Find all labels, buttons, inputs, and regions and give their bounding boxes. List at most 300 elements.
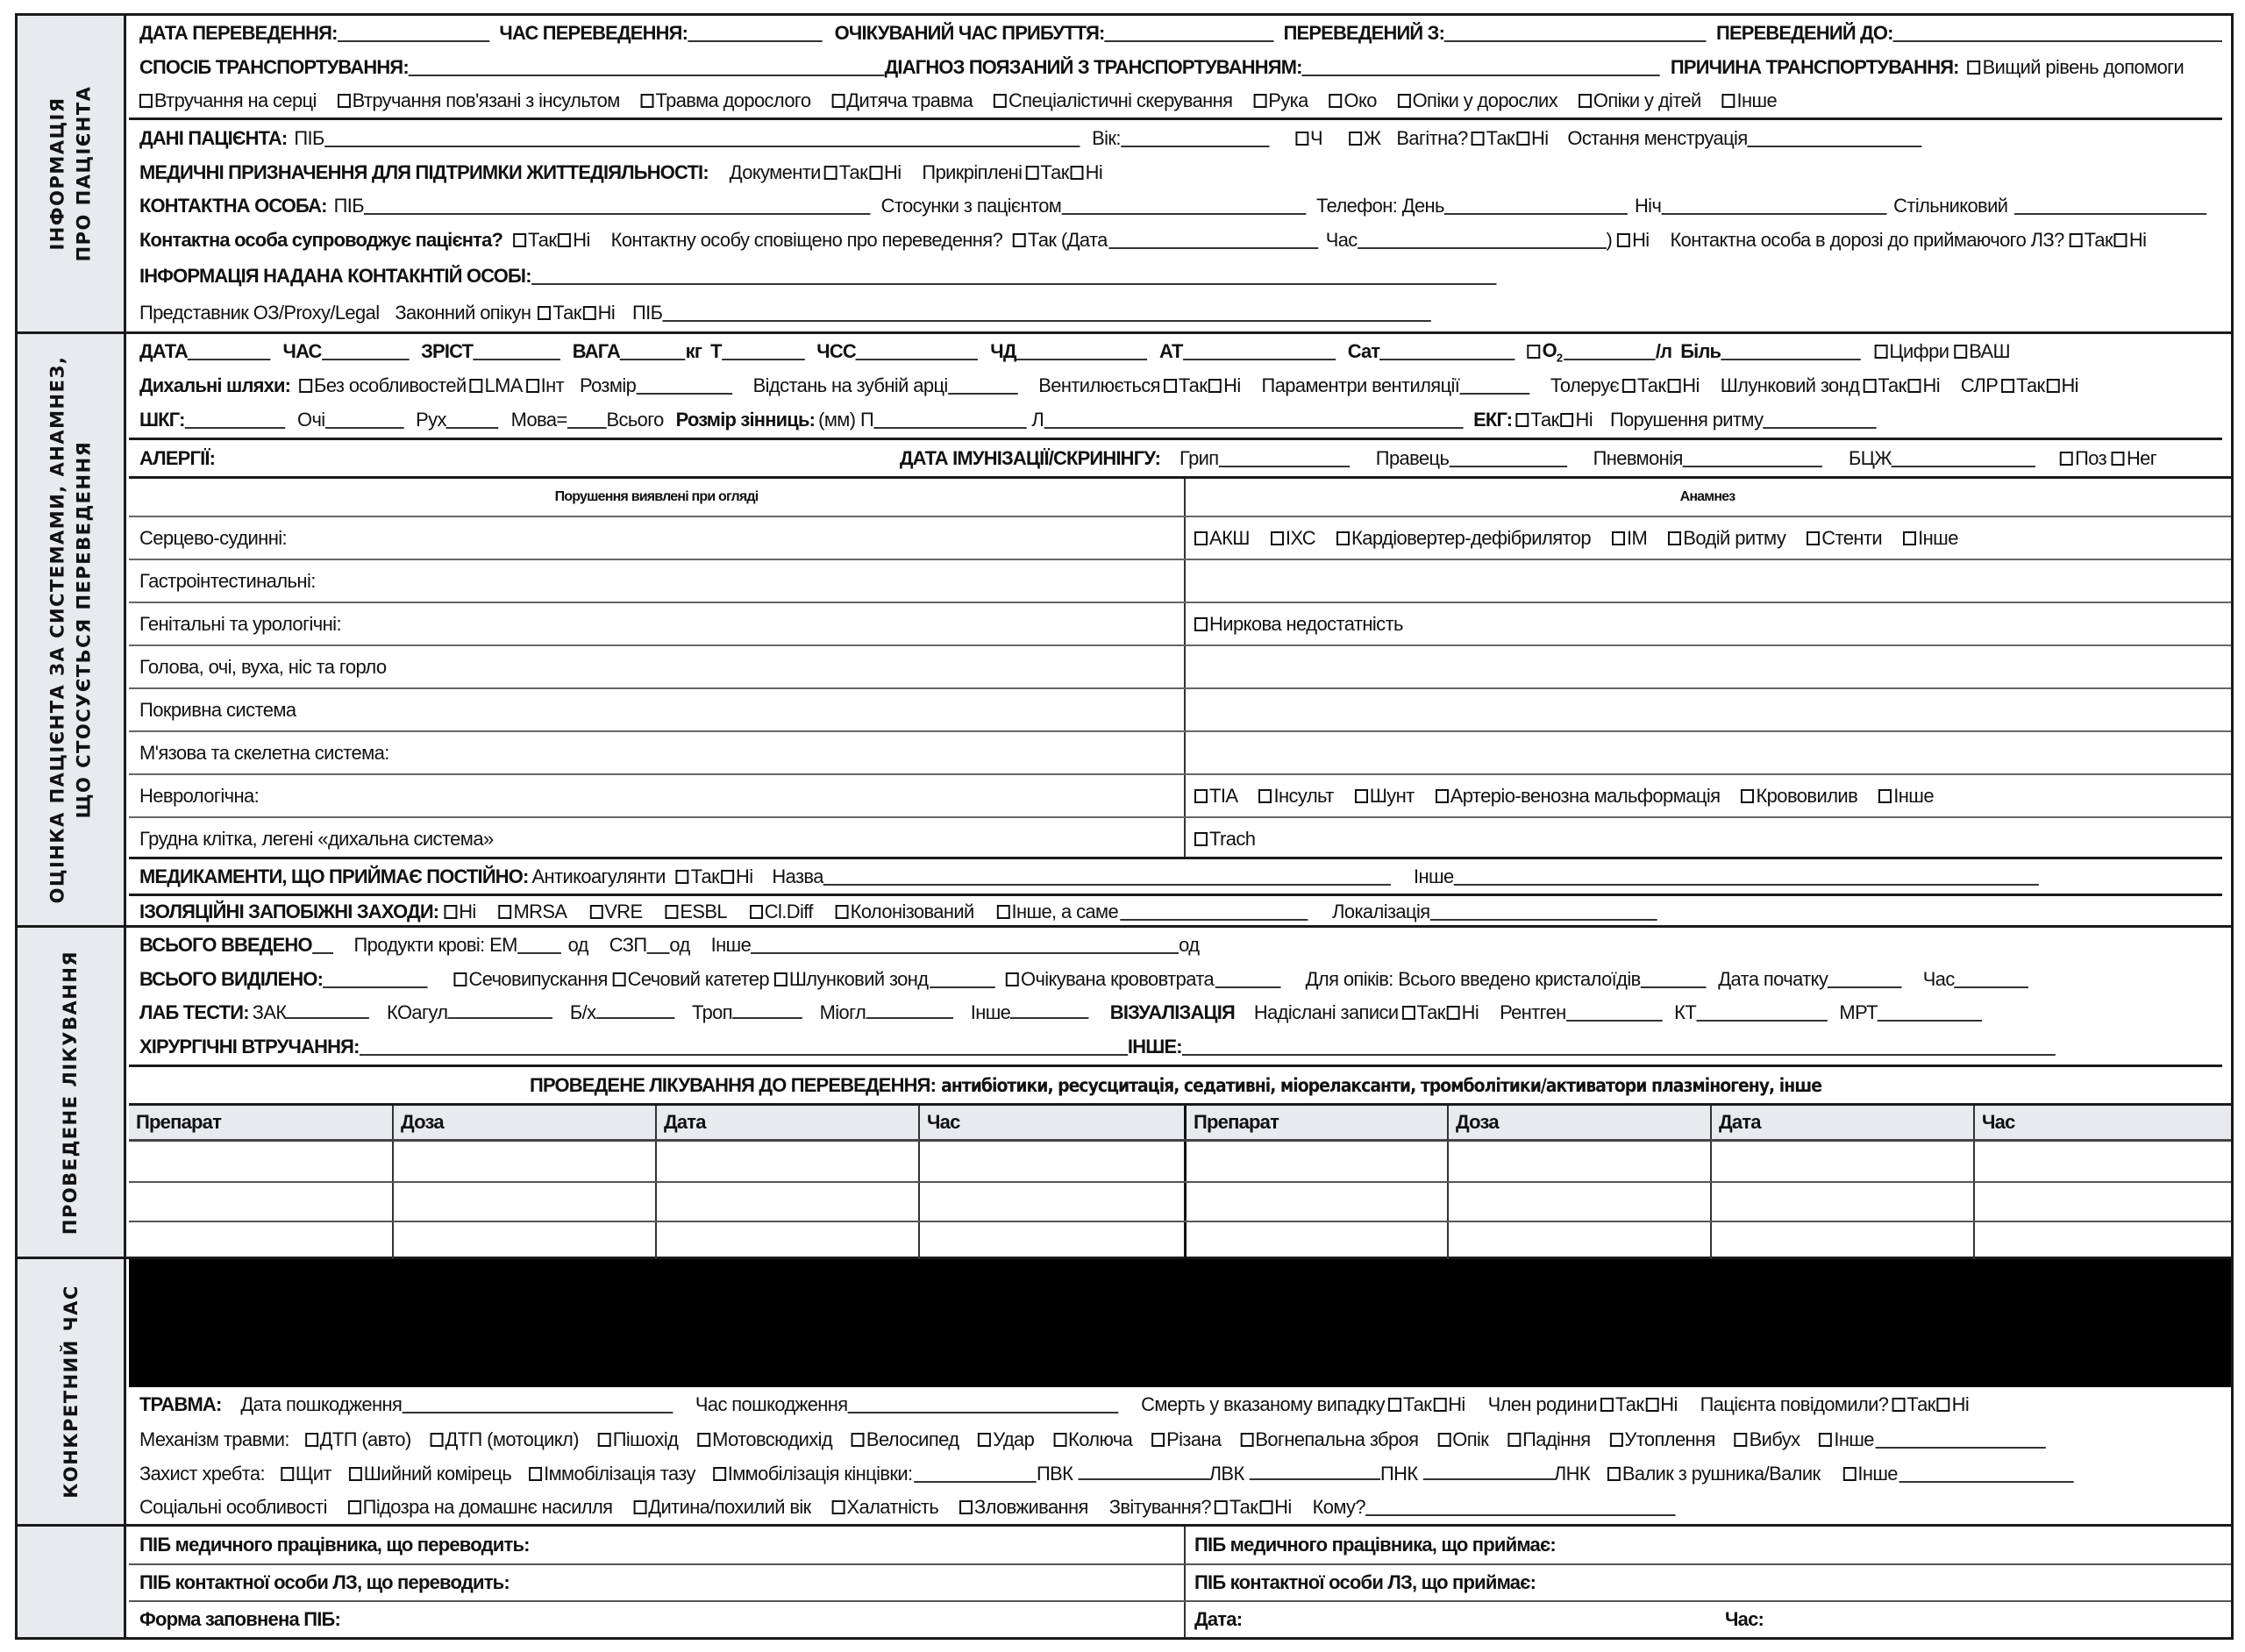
checkbox-icon[interactable]: [1447, 1006, 1460, 1020]
tolerates-yes-checkbox[interactable]: [1622, 374, 1665, 397]
attached-yes-checkbox[interactable]: [1025, 161, 1068, 184]
accompanies-yes-checkbox[interactable]: [513, 229, 556, 252]
checkbox-icon[interactable]: [959, 1500, 973, 1514]
completed-by-field[interactable]: Форма заповнена ПІБ:: [139, 1608, 341, 1630]
checkbox-icon[interactable]: [1878, 789, 1892, 803]
notified-no-checkbox[interactable]: [1617, 229, 1649, 252]
guardian-yes-checkbox[interactable]: [538, 302, 581, 324]
positive-checkbox[interactable]: [2060, 447, 2106, 470]
sat-field[interactable]: [1379, 343, 1514, 360]
table-cell[interactable]: [1710, 1183, 1973, 1221]
mechanism-checkbox[interactable]: [305, 1428, 411, 1451]
ecg-yes-checkbox[interactable]: [1515, 409, 1558, 431]
med-name-field[interactable]: [823, 868, 1391, 886]
last-menstruation-field[interactable]: [1748, 130, 1922, 147]
blood-loss-field[interactable]: [1215, 971, 1281, 988]
checkbox-icon[interactable]: [470, 379, 483, 393]
death-yes-checkbox[interactable]: [1388, 1393, 1431, 1416]
checkbox-icon[interactable]: [305, 1433, 318, 1447]
o2-field[interactable]: [1564, 343, 1656, 360]
checkbox-icon[interactable]: [2047, 379, 2060, 393]
vent-params-field[interactable]: [1459, 377, 1529, 395]
guardian-no-checkbox[interactable]: [583, 302, 615, 324]
checkbox-icon[interactable]: [1194, 617, 1208, 631]
mechanism-checkbox[interactable]: [1053, 1428, 1132, 1451]
history-checkbox[interactable]: [1612, 527, 1647, 550]
checkbox-icon[interactable]: [641, 94, 654, 108]
family-yes-checkbox[interactable]: [1600, 1393, 1643, 1416]
table-cell[interactable]: [655, 1222, 918, 1260]
checkbox-icon[interactable]: [589, 905, 602, 919]
contact-name-field[interactable]: [364, 197, 871, 215]
lab-field[interactable]: [287, 1001, 370, 1019]
anticoag-no-checkbox[interactable]: [721, 865, 752, 888]
table-cell[interactable]: [129, 1222, 392, 1260]
mechanism-checkbox[interactable]: [431, 1428, 579, 1451]
checkbox-icon[interactable]: [1722, 94, 1735, 108]
system-label[interactable]: Генітальні та урологічні:: [139, 612, 341, 635]
transfer-time-field[interactable]: [688, 25, 823, 42]
checkbox-icon[interactable]: [1645, 1398, 1658, 1412]
height-field[interactable]: [473, 343, 560, 360]
checkbox-icon[interactable]: [836, 905, 849, 919]
injury-time-field[interactable]: [848, 1396, 1119, 1413]
table-cell[interactable]: [129, 1183, 392, 1221]
checkbox-icon[interactable]: [1437, 1433, 1450, 1447]
checkbox-icon[interactable]: [1349, 132, 1362, 146]
checkbox-icon[interactable]: [2112, 452, 2125, 466]
notified-yes-checkbox[interactable]: [1013, 229, 1108, 252]
patient-name-field[interactable]: [324, 130, 1080, 147]
checkbox-icon[interactable]: [2060, 452, 2073, 466]
checkbox-icon[interactable]: [750, 905, 763, 919]
start-time-field[interactable]: [1955, 971, 2029, 988]
reason-checkbox[interactable]: [338, 89, 620, 112]
checkbox-icon[interactable]: [1609, 1433, 1622, 1447]
checkbox-icon[interactable]: [526, 379, 539, 393]
phone-mobile-field[interactable]: [2014, 197, 2206, 215]
blood-loss-checkbox[interactable]: [1006, 968, 1214, 991]
mechanism-checkbox[interactable]: [598, 1428, 678, 1451]
checkbox-icon[interactable]: [1208, 379, 1222, 393]
checkbox-icon[interactable]: [997, 905, 1010, 919]
table-cell[interactable]: [1447, 1142, 1710, 1181]
checkbox-icon[interactable]: [1612, 531, 1625, 545]
checkbox-icon[interactable]: [1388, 1398, 1401, 1412]
table-cell[interactable]: [1710, 1142, 1973, 1181]
reason-checkbox[interactable]: [994, 89, 1232, 112]
notified-date-field[interactable]: [1109, 231, 1319, 249]
checkbox-icon[interactable]: [1329, 94, 1343, 108]
phone-day-field[interactable]: [1444, 197, 1628, 215]
spine-checkbox[interactable]: [529, 1463, 695, 1485]
ng-tube-yes-checkbox[interactable]: [1863, 374, 1906, 397]
death-no-checkbox[interactable]: [1433, 1393, 1465, 1416]
total-in-field[interactable]: [312, 936, 333, 954]
lab-field[interactable]: [447, 1001, 552, 1019]
ecg-no-checkbox[interactable]: [1561, 409, 1593, 431]
pain-vas-checkbox[interactable]: [1954, 340, 2010, 363]
rr-field[interactable]: [1016, 343, 1147, 360]
info-given-field[interactable]: [531, 267, 1496, 285]
checkbox-icon[interactable]: [1617, 233, 1630, 247]
checkbox-icon[interactable]: [1507, 1433, 1521, 1447]
receiving-clinician-field[interactable]: ПІБ медичного працівника, що приймає:: [1194, 1534, 1556, 1556]
checkbox-icon[interactable]: [1515, 413, 1529, 427]
checkbox-icon[interactable]: [1355, 789, 1368, 803]
tolerates-no-checkbox[interactable]: [1667, 374, 1699, 397]
reporting-yes-checkbox[interactable]: [1215, 1496, 1258, 1519]
en-route-no-checkbox[interactable]: [2114, 229, 2146, 252]
reason-checkbox[interactable]: [1579, 89, 1701, 112]
ventilated-no-checkbox[interactable]: [1208, 374, 1240, 397]
table-cell[interactable]: [655, 1183, 918, 1221]
isolation-option-checkbox[interactable]: [665, 901, 727, 923]
negative-checkbox[interactable]: [2112, 447, 2156, 470]
history-checkbox[interactable]: [1903, 527, 1958, 550]
mechanism-checkbox[interactable]: [1819, 1428, 1873, 1451]
accompanies-no-checkbox[interactable]: [558, 229, 589, 252]
tetanus-field[interactable]: [1449, 450, 1566, 467]
table-cell[interactable]: [392, 1222, 655, 1260]
to-whom-field[interactable]: [1365, 1499, 1676, 1516]
table-cell[interactable]: [1184, 1183, 1447, 1221]
checkbox-icon[interactable]: [454, 972, 467, 986]
checkbox-icon[interactable]: [852, 1433, 865, 1447]
phone-night-field[interactable]: [1661, 197, 1886, 215]
transport-mode-field[interactable]: [409, 59, 885, 76]
start-date-field[interactable]: [1828, 971, 1902, 988]
ffp-field[interactable]: [647, 936, 670, 954]
signature-time-field[interactable]: Час:: [1725, 1608, 1764, 1630]
checkbox-icon[interactable]: [1215, 1500, 1228, 1514]
documents-yes-checkbox[interactable]: [824, 161, 867, 184]
checkbox-icon[interactable]: [1903, 531, 1916, 545]
airway-option-checkbox[interactable]: [470, 374, 523, 397]
checkbox-icon[interactable]: [676, 870, 689, 884]
checkbox-icon[interactable]: [1561, 413, 1574, 427]
ng-tube-no-checkbox[interactable]: [1908, 374, 1940, 397]
checkbox-icon[interactable]: [2114, 233, 2127, 247]
table-cell[interactable]: [1447, 1222, 1710, 1260]
mechanism-other-field[interactable]: [1876, 1431, 2046, 1449]
documents-no-checkbox[interactable]: [869, 161, 901, 184]
mechanism-checkbox[interactable]: [1151, 1428, 1221, 1451]
relation-field[interactable]: [1061, 197, 1306, 215]
sex-male-checkbox[interactable]: [1295, 127, 1322, 150]
hr-field[interactable]: [856, 343, 978, 360]
checkbox-icon[interactable]: [1842, 1467, 1856, 1481]
checkbox-icon[interactable]: [499, 905, 512, 919]
checkbox-icon[interactable]: [1401, 1006, 1415, 1020]
history-checkbox[interactable]: [1355, 785, 1415, 808]
checkbox-icon[interactable]: [831, 94, 845, 108]
checkbox-icon[interactable]: [281, 1467, 294, 1481]
history-checkbox[interactable]: [1194, 613, 1403, 636]
reason-checkbox[interactable]: [1722, 89, 1777, 112]
isolation-option-checkbox[interactable]: [589, 901, 642, 923]
o2-checkbox[interactable]: [1528, 339, 1563, 364]
isolation-other-field[interactable]: [1120, 903, 1308, 921]
catheter-checkbox[interactable]: [613, 968, 769, 991]
history-checkbox[interactable]: [1194, 527, 1250, 550]
table-cell[interactable]: [1973, 1222, 2231, 1260]
ct-field[interactable]: [1696, 1004, 1827, 1022]
reason-higher-care-checkbox[interactable]: [1968, 56, 2184, 79]
history-checkbox[interactable]: [1741, 785, 1857, 808]
checkbox-icon[interactable]: [1937, 1398, 1950, 1412]
gcs-eyes-field[interactable]: [325, 411, 404, 429]
checkbox-icon[interactable]: [1735, 1433, 1748, 1447]
mechanism-checkbox[interactable]: [1437, 1428, 1488, 1451]
spine-checkbox[interactable]: [349, 1463, 511, 1485]
system-label[interactable]: Голова, очі, вуха, ніс та горло: [139, 655, 387, 678]
checkbox-icon[interactable]: [1622, 379, 1636, 393]
checkbox-icon[interactable]: [1295, 132, 1308, 146]
mechanism-checkbox[interactable]: [1507, 1428, 1590, 1451]
lab-field[interactable]: [866, 1001, 953, 1019]
checkbox-icon[interactable]: [538, 306, 551, 320]
checkbox-icon[interactable]: [832, 1500, 845, 1514]
checkbox-icon[interactable]: [1398, 94, 1411, 108]
checkbox-icon[interactable]: [978, 1433, 991, 1447]
table-cell[interactable]: [1447, 1183, 1710, 1221]
pain-digits-checkbox[interactable]: [1875, 340, 1949, 363]
checkbox-icon[interactable]: [1025, 166, 1038, 180]
sending-clinician-field[interactable]: ПІБ медичного працівника, що переводить:: [139, 1534, 530, 1556]
checkbox-icon[interactable]: [1258, 789, 1272, 803]
isolation-option-checkbox[interactable]: [836, 901, 974, 923]
history-checkbox[interactable]: [1807, 527, 1882, 550]
system-label[interactable]: Серцево-судинні:: [139, 526, 288, 549]
checkbox-icon[interactable]: [529, 1467, 542, 1481]
weight-field[interactable]: [620, 343, 686, 360]
limb-field[interactable]: [1078, 1463, 1208, 1480]
table-cell[interactable]: [1184, 1222, 1447, 1260]
reason-checkbox[interactable]: [1398, 89, 1557, 112]
transfer-date-field[interactable]: [338, 25, 489, 42]
spine-other-field[interactable]: [1899, 1465, 2074, 1483]
checkbox-icon[interactable]: [613, 972, 626, 986]
checkbox-icon[interactable]: [1516, 132, 1529, 146]
history-checkbox[interactable]: [1878, 785, 1934, 808]
treatment-other-field[interactable]: [1182, 1038, 2056, 1056]
checkbox-icon[interactable]: [1194, 789, 1208, 803]
table-cell[interactable]: [1184, 1142, 1447, 1181]
checkbox-icon[interactable]: [139, 94, 153, 108]
anticoag-yes-checkbox[interactable]: [676, 865, 719, 888]
gcs-field[interactable]: [185, 411, 286, 429]
urination-checkbox[interactable]: [454, 968, 608, 991]
history-checkbox[interactable]: [1258, 785, 1333, 808]
checkbox-icon[interactable]: [1741, 789, 1754, 803]
checkbox-icon[interactable]: [1336, 531, 1350, 545]
table-cell[interactable]: [1973, 1142, 2231, 1181]
med-other-field[interactable]: [1454, 868, 2039, 886]
pupils-right-field[interactable]: [873, 411, 1026, 429]
checkbox-icon[interactable]: [697, 1433, 710, 1447]
transferred-from-field[interactable]: [1444, 25, 1706, 42]
table-cell[interactable]: [918, 1142, 1184, 1181]
vitals-time-field[interactable]: [322, 343, 410, 360]
spine-checkbox[interactable]: [281, 1463, 331, 1485]
checkbox-icon[interactable]: [1668, 531, 1681, 545]
spine-other-checkbox[interactable]: [1842, 1463, 1897, 1485]
reporting-no-checkbox[interactable]: [1259, 1496, 1291, 1519]
system-label[interactable]: Гастроінтестинальні:: [139, 569, 316, 592]
checkbox-icon[interactable]: [1579, 94, 1592, 108]
blood-other-field[interactable]: [751, 936, 1179, 954]
cpr-no-checkbox[interactable]: [2047, 374, 2078, 397]
mechanism-checkbox[interactable]: [1240, 1428, 1418, 1451]
system-label[interactable]: М'язова та скелетна система:: [139, 741, 389, 764]
lab-field[interactable]: [595, 1001, 674, 1019]
airway-option-checkbox[interactable]: [526, 374, 564, 397]
checkbox-icon[interactable]: [1194, 832, 1208, 846]
checkbox-icon[interactable]: [869, 166, 882, 180]
isolation-other-checkbox[interactable]: [997, 901, 1119, 923]
isolation-option-checkbox[interactable]: [444, 901, 475, 923]
sending-contact-field[interactable]: ПІБ контактної особи ЛЗ, що переводить:: [139, 1571, 510, 1593]
table-cell[interactable]: [129, 1142, 392, 1181]
reason-checkbox[interactable]: [831, 89, 973, 112]
checkbox-icon[interactable]: [1151, 1433, 1165, 1447]
checkbox-icon[interactable]: [444, 905, 457, 919]
limb-field[interactable]: [1422, 1463, 1553, 1480]
informed-no-checkbox[interactable]: [1937, 1393, 1969, 1416]
notified-time-field[interactable]: [1358, 231, 1607, 249]
checkbox-icon[interactable]: [774, 972, 788, 986]
checkbox-icon[interactable]: [994, 94, 1007, 108]
checkbox-icon[interactable]: [1436, 789, 1449, 803]
total-out-field[interactable]: [323, 971, 427, 988]
bp-field[interactable]: [1183, 343, 1336, 360]
temp-field[interactable]: [722, 343, 805, 360]
checkbox-icon[interactable]: [1875, 345, 1888, 359]
history-checkbox[interactable]: [1271, 527, 1315, 550]
checkbox-icon[interactable]: [348, 1500, 361, 1514]
ng-tube-out-field[interactable]: [930, 971, 995, 988]
checkbox-icon[interactable]: [1528, 345, 1541, 359]
checkbox-icon[interactable]: [558, 233, 571, 247]
rbc-field[interactable]: [517, 936, 561, 954]
mechanism-checkbox[interactable]: [697, 1428, 832, 1451]
history-checkbox[interactable]: [1668, 527, 1785, 550]
ng-tube-out-checkbox[interactable]: [774, 968, 929, 991]
checkbox-icon[interactable]: [1968, 61, 1981, 75]
proxy-name-field[interactable]: [662, 304, 1430, 322]
towel-roll-checkbox[interactable]: [1607, 1463, 1821, 1485]
injury-date-field[interactable]: [402, 1396, 673, 1413]
reason-checkbox[interactable]: [139, 89, 317, 112]
checkbox-icon[interactable]: [1253, 94, 1266, 108]
checkbox-icon[interactable]: [721, 870, 734, 884]
lab-field[interactable]: [732, 1001, 802, 1019]
signature-date-field[interactable]: Дата:: [1194, 1608, 1243, 1630]
checkbox-icon[interactable]: [338, 94, 351, 108]
checkbox-icon[interactable]: [1006, 972, 1019, 986]
age-field[interactable]: [1121, 130, 1269, 147]
checkbox-icon[interactable]: [1892, 1398, 1905, 1412]
mechanism-checkbox[interactable]: [978, 1428, 1034, 1451]
checkbox-icon[interactable]: [1433, 1398, 1446, 1412]
table-cell[interactable]: [1973, 1183, 2231, 1221]
limb-field[interactable]: [1250, 1463, 1380, 1480]
pneumonia-field[interactable]: [1683, 450, 1822, 467]
checkbox-icon[interactable]: [713, 1467, 726, 1481]
bcg-field[interactable]: [1892, 450, 2035, 467]
table-cell[interactable]: [655, 1142, 918, 1181]
social-checkbox[interactable]: [633, 1496, 810, 1519]
social-checkbox[interactable]: [959, 1496, 1088, 1519]
table-cell[interactable]: [392, 1142, 655, 1181]
checkbox-icon[interactable]: [598, 1433, 611, 1447]
checkbox-icon[interactable]: [583, 306, 596, 320]
checkbox-icon[interactable]: [1053, 1433, 1066, 1447]
en-route-yes-checkbox[interactable]: [2070, 229, 2113, 252]
checkbox-icon[interactable]: [299, 379, 312, 393]
informed-yes-checkbox[interactable]: [1892, 1393, 1935, 1416]
lab-field[interactable]: [1010, 1001, 1089, 1019]
pregnant-no-checkbox[interactable]: [1516, 127, 1548, 150]
eta-field[interactable]: [1105, 25, 1273, 42]
history-checkbox[interactable]: [1336, 527, 1591, 550]
checkbox-icon[interactable]: [1667, 379, 1680, 393]
attached-no-checkbox[interactable]: [1071, 161, 1102, 184]
checkbox-icon[interactable]: [824, 166, 837, 180]
checkbox-icon[interactable]: [1472, 132, 1485, 146]
table-cell[interactable]: [392, 1183, 655, 1221]
pain-field[interactable]: [1721, 343, 1860, 360]
reason-checkbox[interactable]: [1329, 89, 1377, 112]
checkbox-icon[interactable]: [665, 905, 678, 919]
table-cell[interactable]: [918, 1222, 1184, 1260]
transferred-to-field[interactable]: [1893, 25, 2222, 42]
checkbox-icon[interactable]: [513, 233, 526, 247]
checkbox-icon[interactable]: [633, 1500, 646, 1514]
checkbox-icon[interactable]: [1819, 1433, 1832, 1447]
checkbox-icon[interactable]: [1954, 345, 1967, 359]
history-checkbox[interactable]: [1194, 785, 1237, 808]
checkbox-icon[interactable]: [1240, 1433, 1253, 1447]
limb-immobilization-field[interactable]: [915, 1465, 1037, 1483]
sex-female-checkbox[interactable]: [1349, 127, 1381, 150]
reason-checkbox[interactable]: [641, 89, 811, 112]
rhythm-field[interactable]: [1763, 411, 1876, 429]
records-yes-checkbox[interactable]: [1401, 1001, 1444, 1024]
spine-checkbox[interactable]: [713, 1463, 913, 1485]
history-checkbox[interactable]: [1194, 828, 1255, 851]
checkbox-icon[interactable]: [1807, 531, 1820, 545]
checkbox-icon[interactable]: [1259, 1500, 1272, 1514]
table-cell[interactable]: [1710, 1222, 1973, 1260]
airway-size-field[interactable]: [636, 377, 732, 395]
checkbox-icon[interactable]: [1607, 1467, 1621, 1481]
teeth-distance-field[interactable]: [948, 377, 1018, 395]
surgery-field[interactable]: [360, 1038, 1128, 1056]
mechanism-checkbox[interactable]: [1609, 1428, 1714, 1451]
checkbox-icon[interactable]: [2070, 233, 2083, 247]
history-checkbox[interactable]: [1436, 785, 1721, 808]
social-checkbox[interactable]: [832, 1496, 939, 1519]
checkbox-icon[interactable]: [1071, 166, 1084, 180]
flu-field[interactable]: [1219, 450, 1350, 467]
social-checkbox[interactable]: [348, 1496, 613, 1519]
mechanism-checkbox[interactable]: [852, 1428, 959, 1451]
checkbox-icon[interactable]: [431, 1433, 444, 1447]
system-label[interactable]: Грудна клітка, легені «дихальна система»: [139, 827, 494, 850]
location-field[interactable]: [1430, 903, 1657, 921]
